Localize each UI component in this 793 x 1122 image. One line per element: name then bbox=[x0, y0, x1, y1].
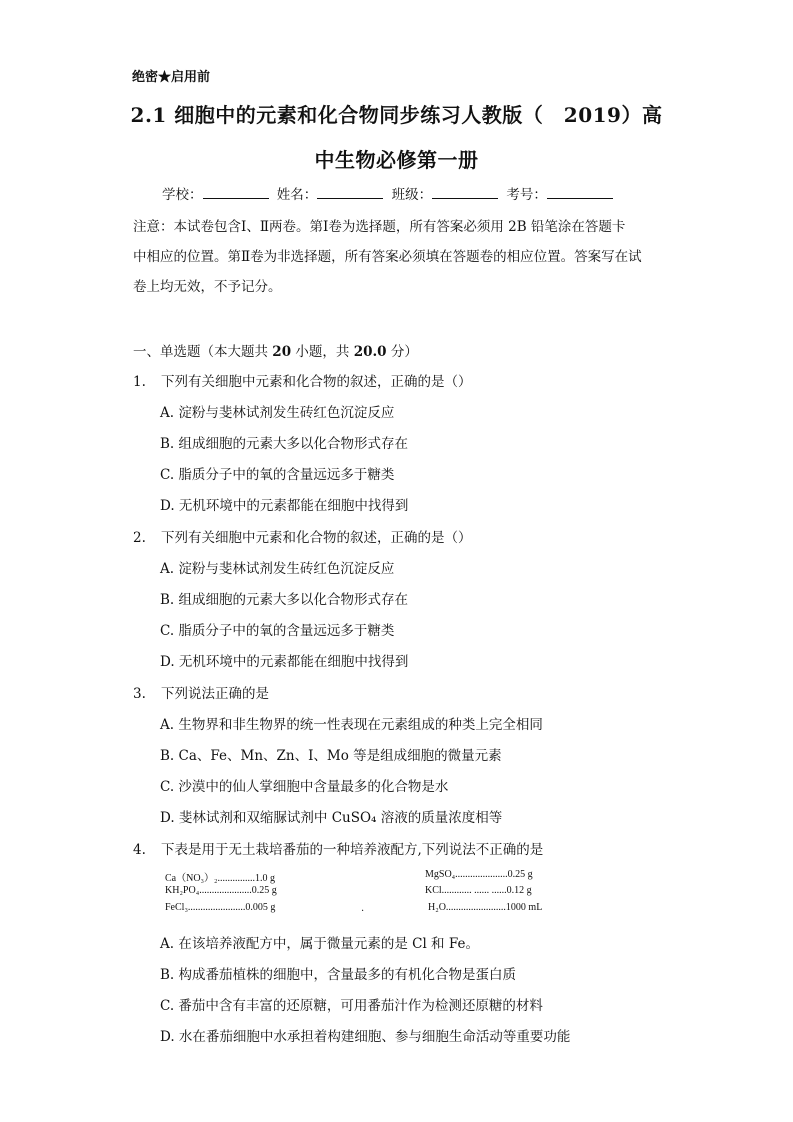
recipe-right-2: KCl............ ...... ......0.12 g bbox=[425, 885, 532, 896]
q4-option-b[interactable]: B. 构成番茄植株的细胞中，含量最多的有机化合物是蛋白质 bbox=[160, 967, 517, 983]
question-stem: 下表是用于无土栽培番茄的一种培养液配方,下列说法不正确的是 bbox=[161, 842, 544, 858]
question-stem: 下列有关细胞中元素和化合物的叙述，正确的是（） bbox=[161, 374, 472, 390]
question-number: 4. bbox=[133, 842, 146, 858]
exam-no-blank[interactable] bbox=[547, 186, 613, 199]
q1-option-d[interactable]: D. 无机环境中的元素都能在细胞中找得到 bbox=[160, 498, 409, 514]
name-blank[interactable] bbox=[317, 186, 383, 199]
section-suffix: 分） bbox=[386, 344, 418, 360]
q2-option-d[interactable]: D. 无机环境中的元素都能在细胞中找得到 bbox=[160, 654, 409, 670]
q2-option-b[interactable]: B. 组成细胞的元素大多以化合物形式存在 bbox=[160, 592, 409, 608]
page-title-line1: 2.1 细胞中的元素和化合物同步练习人教版（ 2019）高 bbox=[130, 103, 663, 127]
q3-option-c[interactable]: C. 沙漠中的仙人掌细胞中含量最多的化合物是水 bbox=[160, 779, 449, 795]
recipe-right-1: MgSO₄.....................0.25 g bbox=[425, 869, 533, 880]
q3-option-d[interactable]: D. 斐林试剂和双缩脲试剂中 CuSO₄ 溶液的质量浓度相等 bbox=[160, 810, 503, 826]
recipe-right-3: H₂O........................1000 mL bbox=[428, 902, 543, 913]
q1-option-b[interactable]: B. 组成细胞的元素大多以化合物形式存在 bbox=[160, 436, 409, 452]
section-count: 20 bbox=[272, 344, 292, 360]
recipe-dot: . bbox=[361, 903, 365, 914]
secret-label: 绝密★启用前 bbox=[132, 70, 211, 85]
exam-no-label: 考号： bbox=[506, 187, 547, 203]
section-mid: 小题，共 bbox=[291, 344, 354, 360]
question-4 bbox=[133, 838, 543, 858]
q2-option-c[interactable]: C. 脂质分子中的氧的含量远远多于糖类 bbox=[160, 623, 395, 639]
question-1 bbox=[133, 370, 472, 390]
section-prefix: 一、单选题（本大题共 bbox=[133, 344, 273, 360]
question-number: 1. bbox=[133, 374, 146, 390]
notice-line-2: 中相应的位置。第Ⅱ卷为非选择题，所有答案必须填在答题卷的相应位置。答案写在试 bbox=[133, 249, 642, 265]
recipe-left-1: Ca（NO₃）₂...............1.0 g bbox=[165, 873, 276, 884]
notice-line-1: 注意：本试卷包含Ⅰ、Ⅱ两卷。第Ⅰ卷为选择题，所有答案必须用 2B 铅笔涂在答题卡 bbox=[133, 219, 626, 235]
question-stem: 下列有关细胞中元素和化合物的叙述，正确的是（） bbox=[161, 530, 472, 546]
q4-option-a[interactable]: A. 在该培养液配方中，属于微量元素的是 Cl 和 Fe。 bbox=[160, 936, 479, 952]
section-heading bbox=[133, 340, 418, 360]
student-info-row bbox=[162, 183, 617, 203]
recipe-left-2: KH₂PO₄.....................0.25 g bbox=[165, 885, 277, 896]
school-blank[interactable] bbox=[203, 186, 269, 199]
q3-option-b[interactable]: B. Ca、Fe、Mn、Zn、I、Mo 等是组成细胞的微量元素 bbox=[160, 748, 502, 764]
q2-option-a[interactable]: A. 淀粉与斐林试剂发生砖红色沉淀反应 bbox=[160, 561, 395, 577]
question-number: 2. bbox=[133, 530, 146, 546]
q4-option-c[interactable]: C. 番茄中含有丰富的还原糖，可用番茄汁作为检测还原糖的材料 bbox=[160, 998, 543, 1014]
question-3 bbox=[133, 682, 269, 702]
recipe-left-3: FeCl₃.......................0.005 g bbox=[165, 902, 276, 913]
q3-option-a[interactable]: A. 生物界和非生物界的统一性表现在元素组成的种类上完全相同 bbox=[160, 717, 543, 733]
q1-option-c[interactable]: C. 脂质分子中的氧的含量远远多于糖类 bbox=[160, 467, 395, 483]
section-score: 20.0 bbox=[353, 344, 387, 360]
q1-option-a[interactable]: A. 淀粉与斐林试剂发生砖红色沉淀反应 bbox=[160, 405, 395, 421]
notice-line-3: 卷上均无效，不予记分。 bbox=[133, 279, 282, 295]
class-blank[interactable] bbox=[432, 186, 498, 199]
q4-option-d[interactable]: D. 水在番茄细胞中水承担着构建细胞、参与细胞生命活动等重要功能 bbox=[160, 1029, 571, 1045]
question-number: 3. bbox=[133, 686, 146, 702]
class-label: 班级： bbox=[391, 187, 433, 203]
page-title-line2: 中生物必修第一册 bbox=[314, 148, 479, 172]
name-label: 姓名： bbox=[276, 187, 318, 203]
question-2 bbox=[133, 526, 472, 546]
school-label: 学校： bbox=[162, 187, 203, 203]
question-stem: 下列说法正确的是 bbox=[161, 686, 269, 702]
